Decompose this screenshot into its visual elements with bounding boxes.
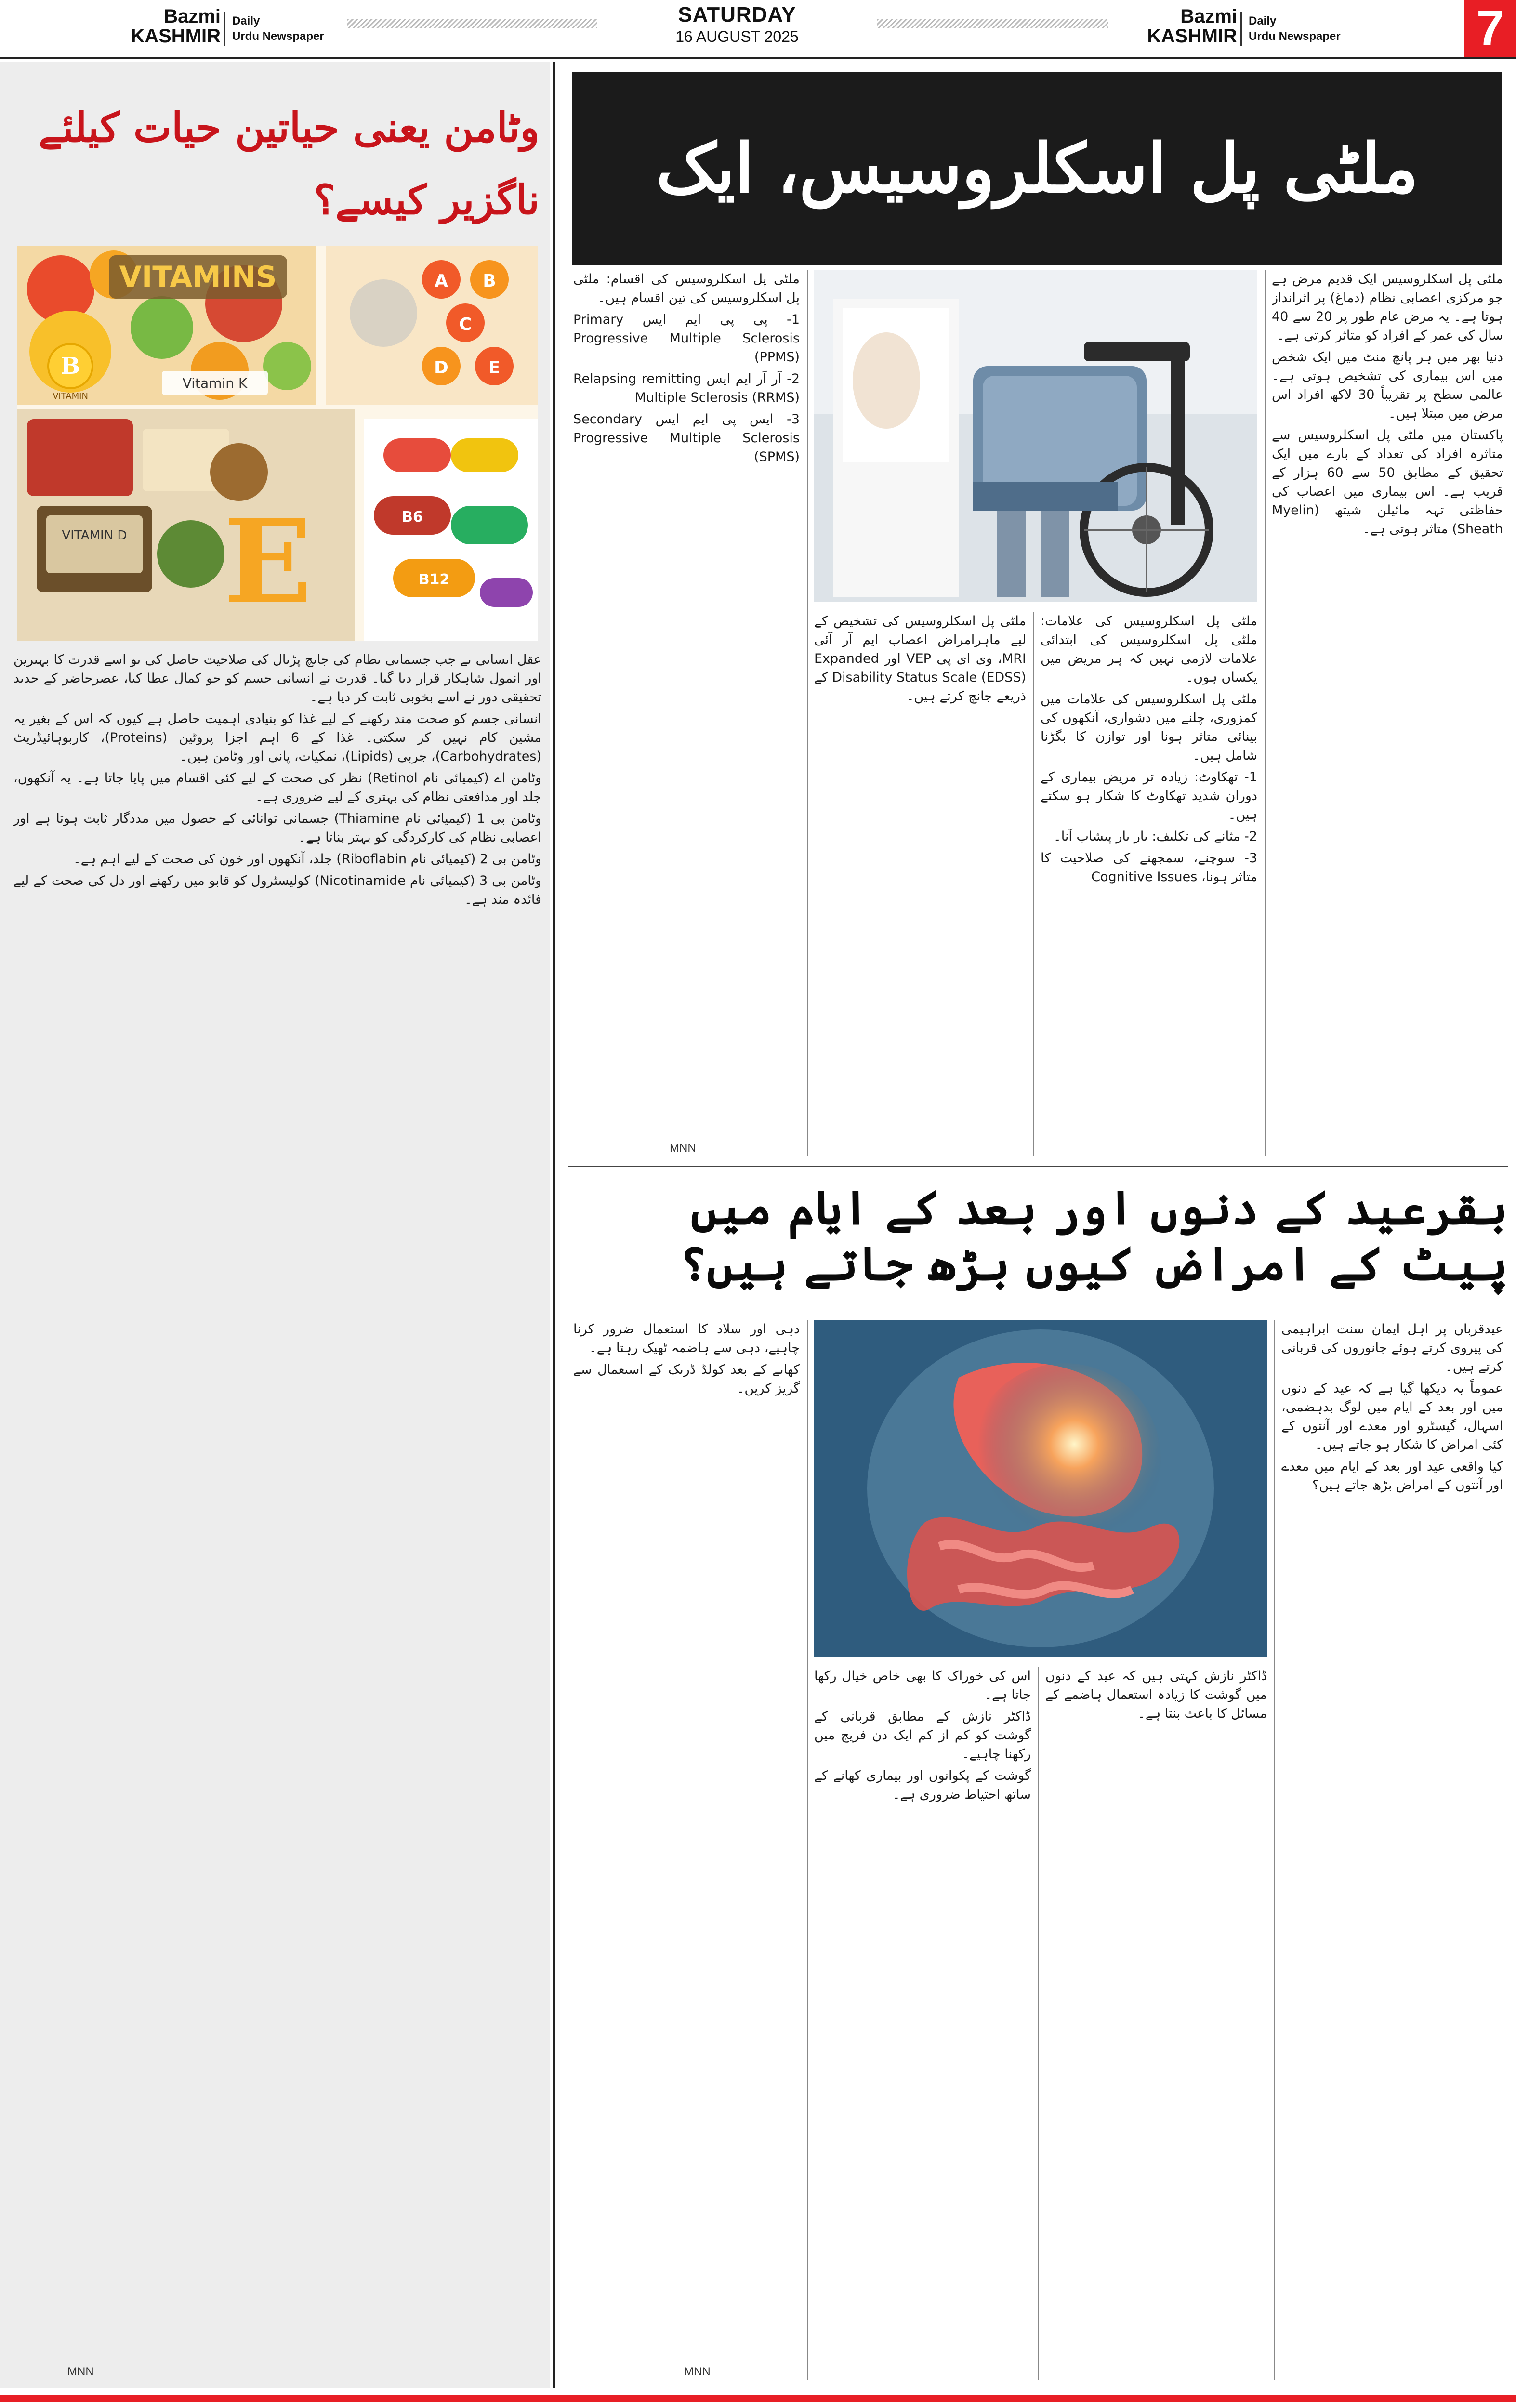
column-rule	[807, 1320, 808, 2380]
vitamin-paragraph: وٹامن بی 3 (کیمیائی نام Nicotinamide) کولیسٹرول کو قابو میں رکھنے اور دل کی صحت کے لیے فائدہ مند ہے۔	[13, 873, 541, 907]
b6-capsule-label: B6	[402, 509, 423, 526]
ms-article-col-right	[1272, 270, 1503, 1166]
masthead-divider	[1240, 12, 1242, 46]
column-rule	[1038, 1667, 1039, 2380]
eid-paragraph: عیدقرباں پر اہل ایمان سنت ابراہیمی کی پیروی کرتے ہوئے جانوروں کی قربانی کرتے ہیں۔	[1281, 1322, 1503, 1374]
vitamin-e-letter: E	[224, 494, 312, 630]
eid-byline: MNN	[684, 2365, 711, 2378]
dateline-day: SATURDAY	[678, 3, 796, 26]
eid-paragraph: اس کی خوراک کا بھی خاص خیال رکھا جاتا ہے۔	[814, 1669, 1031, 1702]
brand-top: Bazmi	[1180, 6, 1237, 27]
masthead-hatch-right	[877, 19, 1108, 28]
tag-urdu-newspaper: Urdu Newspaper	[232, 30, 324, 43]
column-rule	[1265, 270, 1266, 1156]
column-rule	[1033, 612, 1034, 1156]
masthead-hatch-left	[347, 19, 597, 28]
ms-paragraph: 1- تھکاوٹ: زیادہ تر مریض بیماری کے دوران شدید تھکاوٹ کا شکار ہو سکتے ہیں۔	[1041, 770, 1257, 822]
svg-text:B: B	[483, 271, 496, 291]
ms-paragraph: دنیا بھر میں ہر پانچ منٹ میں ایک شخص میں اس بیماری کی تشخیص ہوتی ہے۔ عالمی سطح پر تقریباً 30 لاکھ افراد اس مرض میں مبتلا ہیں۔	[1272, 350, 1503, 421]
dateline-date: 16 AUGUST 2025	[675, 28, 799, 45]
ms-paragraph: 1- پی پی ایم ایس Primary Progressive Multiple Sclerosis (PPMS)	[573, 312, 800, 365]
vitamin-article-body	[13, 650, 541, 2355]
wheelchair-illustration	[814, 270, 1257, 602]
svg-text:D: D	[434, 358, 448, 378]
vitamin-word-small: VITAMIN	[53, 391, 88, 401]
eid-article-image	[814, 1320, 1267, 1657]
vitamin-article-title: وٹامن یعنی حیاتین حیات کیلئے ناگزیر کیسے؟	[39, 104, 540, 224]
masthead-right	[1113, 7, 1363, 48]
vitamins-word: VITAMINS	[119, 260, 277, 294]
vitamin-k-label: Vitamin K	[182, 375, 248, 391]
vitamin-paragraph: وٹامن بی 1 (کیمیائی نام Thiamine) جسمانی توانائی کے حصول میں مددگار ثابت ہوتا ہے اور اعصابی نظام کی کارکردگی کو بہتر بناتا ہے۔	[13, 811, 541, 845]
tag-daily: Daily	[1249, 14, 1277, 27]
eid-article-title: بقرعید کے دنوں اور بعد کے ایام میں پیٹ کے امراض کیوں بڑھ جاتے ہیں؟	[679, 1181, 1508, 1291]
eid-article-col-mid-right	[1045, 1667, 1267, 2380]
ms-paragraph: پاکستان میں ملٹی پل اسکلروسیس سے متاثرہ افراد کی تعداد کے بارے میں ایک تحقیق کے مطابق 50 سے 60 ہزار کے قریب ہے۔ اس بیماری میں اعصاب کی حفاظتی تہہ مائیلن شیتھ (Myelin Sheath) متاثر ہوتی ہے۔	[1272, 428, 1503, 537]
ms-article-col-mid2	[814, 612, 1026, 1156]
ms-paragraph: 2- مثانے کی تکلیف: بار بار پیشاب آنا۔	[1053, 829, 1257, 844]
vitamin-paragraph: وٹامن بی 2 (کیمیائی نام Riboflabin) جلد، آنکھوں اور خون کی صحت کے لیے اہم ہے۔	[73, 852, 541, 867]
vitamin-image	[17, 246, 538, 641]
eid-paragraph: دہی اور سلاد کا استعمال ضرور کرنا چاہیے، دہی سے ہاضمہ ٹھیک رہتا ہے۔	[573, 1322, 800, 1355]
masthead-left	[96, 7, 347, 48]
page-number: 7	[1464, 0, 1516, 57]
ms-paragraph: ملٹی پل اسکلروسیس کی اقسام: ملٹی پل اسکلروسیس کی تین اقسام ہیں۔	[573, 272, 800, 305]
ms-paragraph: 2- آر آر ایم ایس Relapsing remitting Multiple Sclerosis (RRMS)	[573, 371, 800, 405]
column-rule	[1274, 1320, 1275, 2380]
brand-bottom: KASHMIR	[1147, 26, 1237, 47]
ms-paragraph: 3- سوچنے، سمجھنے کی صلاحیت کا متاثر ہونا، Cognitive Issues	[1041, 851, 1257, 884]
ms-paragraph: 3- ایس پی ایم ایس Secondary Progressive Multiple Sclerosis (SPMS)	[573, 412, 800, 464]
vitamin-byline: MNN	[67, 2365, 94, 2378]
vitamin-paragraph: وٹامن اے (کیمیائی نام Retinol) نظر کی صحت کے لیے کئی اقسام میں پایا جاتا ہے۔ یہ آنکھوں، جلد اور مدافعتی نظام کی بہتری کے لیے ضروری ہے۔	[13, 771, 541, 804]
eid-paragraph: ڈاکٹر نازش کے مطابق قربانی کے گوشت کو کم از کم ایک دن فریج میں رکھنا چاہیے۔	[814, 1709, 1031, 1762]
eid-article-col-right	[1281, 1320, 1503, 2389]
ms-article-title: ملٹی پل اسکلروسیس، ایک	[572, 72, 1502, 265]
eid-paragraph: ڈاکٹر نازش کہتی ہیں کہ عید کے دنوں میں گوشت کا زیادہ استعمال ہاضمے کے مسائل کا باعث بنتا ہے۔	[1045, 1669, 1267, 1721]
eid-paragraph: کیا واقعی عید اور بعد کے ایام میں معدے اور آنتوں کے امراض بڑھ جاتے ہیں؟	[1281, 1459, 1503, 1493]
tag-urdu-newspaper: Urdu Newspaper	[1249, 30, 1341, 43]
stomach-illustration	[814, 1320, 1267, 1657]
ms-paragraph: ملٹی پل اسکلروسیس کی تشخیص کے لیے ماہرامراض اعصاب ایم آر آئی MRI، وی ای پی VEP اور Expanded Disability Status Scale (EDSS) کے ذریعے جانچ کرتے ہیں۔	[814, 614, 1026, 704]
eid-article-col-left	[573, 1320, 800, 2365]
ms-paragraph: ملٹی پل اسکلروسیس کی علامات: ملٹی پل اسکلروسیس کی ابتدائی علامات لازمی نہیں کہ ہر مریض میں یکساں ہوں۔	[1041, 614, 1257, 685]
footer-strip	[0, 2402, 1516, 2408]
svg-text:C: C	[459, 315, 472, 334]
tag-daily: Daily	[232, 14, 260, 27]
vitamin-paragraph: عقل انسانی نے جب جسمانی نظام کی جانچ پڑتال کی صلاحیت حاصل کی تو اسے قدرت کا بہترین اور انمول شاہکار قرار دیا گیا۔ قدرت نے انسانی جسم کو جو کمال عطا کیا، عصرحاضر کے جدید تحقیقی دور نے اسے بخوبی ثابت کر دیا ہے۔	[13, 652, 541, 705]
vitamin-d-board: VITAMIN D	[62, 528, 127, 543]
vitamin-paragraph: انسانی جسم کو صحت مند رکھنے کے لیے غذا کو بنیادی اہمیت حاصل ہے کیوں کہ اس کے بغیر یہ مشین کام نہیں کر سکتی۔ غذا کے 6 اہم اجزا پروٹین (Proteins)، کاربوہائیڈریٹ (Carbohydrates)، چربی (Lipids)، نمکیات، پانی اور وٹامن ہیں۔	[13, 711, 541, 764]
column-divider	[553, 62, 555, 2388]
ms-article-col-middle	[1041, 612, 1257, 1156]
masthead-divider	[224, 12, 225, 46]
ms-paragraph: ملٹی پل اسکلروسیس کی علامات میں کمزوری، چلنے میں دشواری، آنکھوں کی بینائی متاثر ہونا اور توازن کا بگڑنا شامل ہیں۔	[1041, 692, 1257, 763]
svg-text:E: E	[488, 358, 501, 378]
masthead-rule	[0, 57, 1516, 59]
brand-top: Bazmi	[164, 6, 221, 27]
ms-byline: MNN	[670, 1142, 696, 1155]
eid-paragraph: گوشت کے پکوانوں اور بیماری کھانے کے ساتھ احتیاط ضروری ہے۔	[814, 1768, 1031, 1802]
masthead-tag	[1249, 13, 1341, 44]
dateline	[602, 3, 872, 51]
ms-paragraph: ملٹی پل اسکلروسیس ایک قدیم مرض ہے جو مرکزی اعصابی نظام (دماغ) پر اثرانداز ہوتا ہے۔ یہ مرض عام طور پر 20 سے 40 سال کی عمر کے افراد کو متاثر کرتی ہے۔	[1272, 272, 1503, 343]
section-separator	[568, 1166, 1508, 1167]
eid-paragraph: عموماً یہ دیکھا گیا ہے کہ عید کے دنوں میں اور بعد کے ایام میں لوگ بدہضمی، اسہال، گیسٹرو اور معدے اور آنتوں کے کئی امراض کا شکار ہو جاتے ہیں۔	[1281, 1381, 1503, 1452]
eid-paragraph: کھانے کے بعد کولڈ ڈرنک کے استعمال سے گریز کریں۔	[573, 1362, 800, 1396]
vitamin-b-label: B	[60, 353, 80, 380]
b12-capsule-label: B12	[418, 571, 450, 588]
vitamin-illustration	[17, 246, 538, 641]
column-rule	[807, 270, 808, 1156]
footer-accent-bar	[0, 2395, 1516, 2402]
ms-article-col-left	[573, 270, 800, 1137]
eid-article-col-mid-left	[814, 1667, 1031, 2380]
ms-article-image	[814, 270, 1257, 602]
masthead-tag	[232, 13, 324, 44]
brand-bottom: KASHMIR	[131, 26, 221, 47]
svg-text:A: A	[435, 271, 448, 291]
